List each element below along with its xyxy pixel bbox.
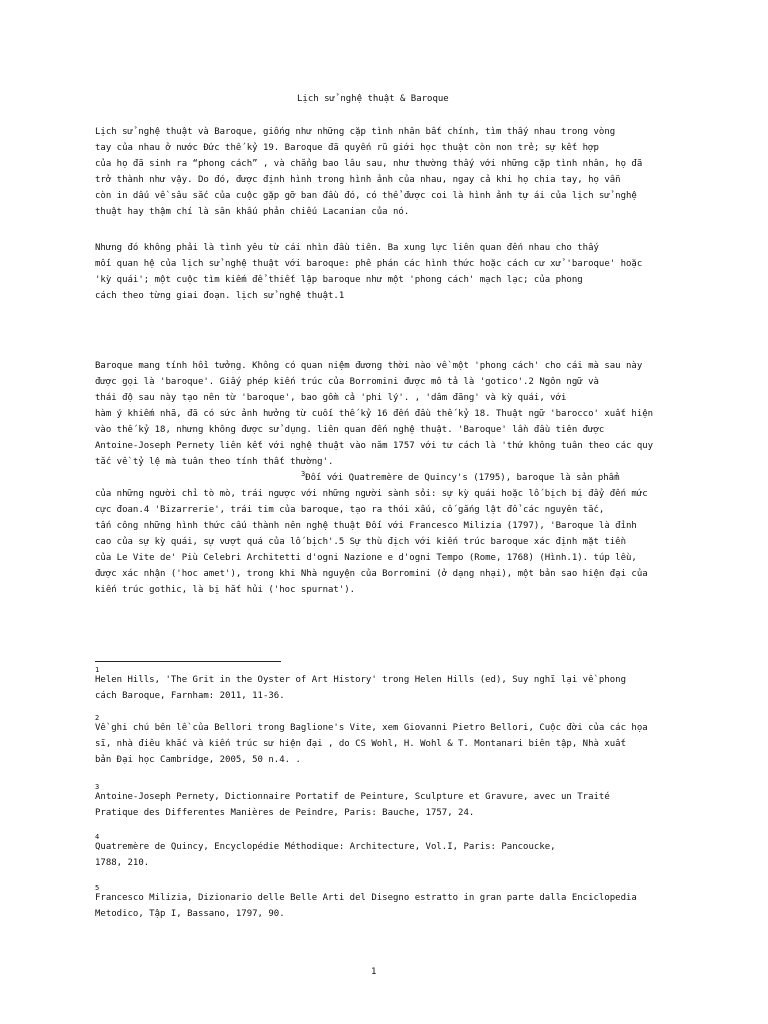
footnote-line: sĩ, nhà điêu khắc và kiến trúc sư hiện đại , do CS Wohl, H. Wohl & T. Montanari biên tập, Nhà xuất (95, 739, 627, 749)
text-line: Antoine-Joseph Pernety liên kết với nghệ thuật vào năm 1757 với tư cách là 'thứ không tuân theo các quy (95, 441, 654, 451)
footnote-number: 3 (95, 783, 100, 791)
footnote-number: 2 (95, 714, 100, 722)
footnote-marker: 3 (301, 470, 306, 478)
text-line: cách theo từng giai đoạn. lịch sử nghệ thuật.1 (95, 291, 345, 301)
footnote-number: 1 (95, 666, 100, 674)
footnote-1 (95, 666, 675, 704)
footnote-line: Francesco Milizia, Dizionario delle Belle Arti del Disegno estratto in gran parte dalla Enciclopedia (95, 893, 637, 903)
text-line: của họ đã sinh ra “phong cách” , và chẳng bao lâu sau, như thường thấy với những cặp tình nhân, họ đã (95, 159, 643, 169)
text-line: của những người chỉ tò mò, trái ngược với những người sành sỏi: sự kỳ quái hoặc lố bịch bị đẩy đến mức (95, 489, 648, 499)
indented-line (95, 470, 675, 486)
footnote-line: bản Đại học Cambridge, 2005, 50 n.4. . (95, 755, 301, 765)
page-title: Lịch sử nghệ thuật & Baroque (297, 94, 449, 104)
footnote-line: Metodico, Tập I, Bassano, 1797, 90. (95, 909, 285, 919)
footnote-line: Về ghi chú bên lề của Bellori trong Baglione's Vite, xem Giovanni Pietro Bellori, Cuộc đời của các họa (95, 723, 648, 733)
footnote-2 (95, 714, 675, 768)
text-line: Nhưng đó không phải là tình yêu từ cái nhìn đầu tiên. Ba xung lực liên quan đến nhau cho thấy (95, 243, 599, 253)
footnote-number: 4 (95, 833, 100, 841)
footnote-line: Antoine-Joseph Pernety, Dictionnaire Portatif de Peinture, Sculpture et Gravure, avec un Traité (95, 792, 610, 802)
text-line: hàm ý khiếm nhã, đã có sức ảnh hưởng từ cuối thế kỷ 16 đến đầu thế kỷ 18. Thuật ngữ 'barocco' xuất hiện (95, 409, 654, 419)
text-line: tắc về tỷ lệ mà tuân theo tính thất thường'. (95, 457, 334, 467)
paragraph-3 (95, 358, 675, 598)
text-line: thuật hay thậm chí là sân khấu phản chiếu Lacanian của nó. (95, 207, 410, 217)
text-line: được xác nhận ('hoc amet'), trong khi Nhà nguyện của Borromini (ở dạng nhại), một bản sao hiện đại của (95, 569, 648, 579)
text-line: tay của nhau ở nước Đức thế kỷ 19. Baroque đã quyến rũ giới học thuật còn non trẻ; sự kết hợp (95, 143, 599, 153)
text-line: trở thành như vậy. Do đó, được định hình trong hình ảnh của nhau, ngay cả khi họ chia tay, họ vẫn (95, 175, 621, 185)
text-line: vào thế kỷ 18, nhưng không được sử dụng. liên quan đến nghệ thuật. 'Baroque' lần đầu tiên được (95, 425, 605, 435)
footnote-3 (95, 783, 675, 821)
text-line: còn in dấu về sâu sắc của cuộc gặp gỡ ban đầu đó, có thể được coi là hình ảnh tự ái của lịch sử nghệ (95, 191, 637, 201)
text-line: mối quan hệ của lịch sử nghệ thuật với baroque: phê phán các hình thức hoặc cách cư xử 'baroque' hoặc (95, 259, 643, 269)
footnote-5 (95, 884, 675, 922)
text-line: 'kỳ quái'; một cuộc tìm kiếm để thiết lập baroque như một 'phong cách' mạch lạc; của phong (95, 275, 583, 285)
footnote-4 (95, 833, 675, 871)
footnote-line: Pratique des Differentes Manières de Peindre, Paris: Bauche, 1757, 24. (95, 808, 475, 818)
text-line: được gọi là 'baroque'. Giấy phép kiến trúc của Borromini được mô tả là 'gotico'.2 Ngôn ngữ và (95, 377, 599, 387)
text-line: thái độ sau này tạo nên từ 'baroque', bao gồm cả 'phi lý'. , 'dâm đãng' và kỳ quái, với (95, 393, 567, 403)
text-line: kiến trúc gothic, là bị hắt hủi ('hoc spurnat'). (95, 585, 356, 595)
footnote-line: Helen Hills, 'The Grit in the Oyster of Art History' trong Helen Hills (ed), Suy nghĩ lại về phong (95, 675, 627, 685)
paragraph-1 (95, 124, 675, 220)
page-number: 1 (371, 967, 377, 977)
text-line: Lịch sử nghệ thuật và Baroque, giống như những cặp tình nhân bất chính, tìm thấy nhau trong vòng (95, 127, 616, 137)
footnote-line: Quatremère de Quincy, Encyclopédie Méthodique: Architecture, Vol.I, Paris: Pancoucke, (95, 842, 556, 852)
footnote-line: cách Baroque, Farnham: 2011, 11-36. (95, 691, 285, 701)
indented-line-text: Đối với Quatremère de Quincy's (1795), baroque là sản phẩm (305, 473, 620, 483)
text-line: tấn công những hình thức cấu thành nên nghệ thuật Đối với Francesco Milizia (1797), 'Baroque là đỉnh (95, 521, 637, 531)
text-line: Baroque mang tính hồi tưởng. Không có quan niệm đương thời nào về một 'phong cách' cho cái mà sau này (95, 361, 643, 371)
text-line: của Le Vite de' Più Celebri Architetti d'ogni Nazione e d'ogni Tempo (Rome, 1768) (Hình.1). túp lều, (95, 553, 637, 563)
footnote-line: 1788, 210. (95, 858, 150, 868)
footnote-number: 5 (95, 884, 100, 892)
text-line: cao của sự kỳ quái, sự vượt quá của lố bịch'.5 Sự thù địch với kiến trúc baroque xác định mặt tiền (95, 537, 627, 547)
footnote-separator (95, 661, 281, 662)
text-line: cực đoan.4 'Bizarrerie', trái tim của baroque, tạo ra thói xấu, cố gắng lật đổ các nguyên tắc, (95, 505, 605, 515)
paragraph-2 (95, 240, 675, 304)
